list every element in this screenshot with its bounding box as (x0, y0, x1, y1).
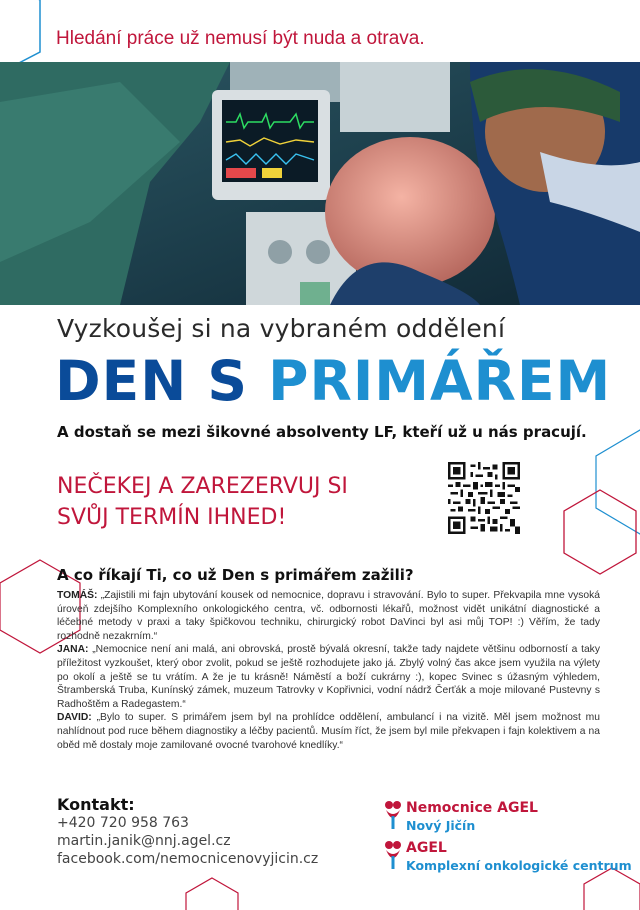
logo-title: Nemocnice AGEL (406, 800, 538, 816)
contact-heading: Kontakt: (57, 795, 135, 814)
testimonial-text: „Nemocnice není ani malá, ani obrovská, prostě bývalá okresní, takže tady najdete většinu odborností a taky příležitost vyzkoušet, který obor zvolit, pokud se ještě rozhodujete jako já. Zbylý volný čas akce jsem využila na výlety po okolí a ještě se tu vrátím. A že je tu krásně! Náměstí a boží cukrárny :), kopec Svinec s úžasným výhledem, Štramberská Truba, Kunínský zámek, muzeum Tatrovky v Kopřivnici, vodní nádrž Čerťák a moje milované Pustevny s Radhoštěm a Radegastem.“ (57, 644, 600, 710)
cta-line-2: SVŮJ TERMÍN IHNED! (57, 505, 287, 530)
qr-code-icon[interactable] (448, 462, 520, 534)
logo-subtitle: Nový Jičín (406, 818, 476, 833)
testimonial-author: TOMÁŠ: (57, 590, 98, 601)
sub-heading: Vyzkoušej si na vybraném oddělení (57, 314, 506, 343)
testimonial-david (57, 711, 600, 752)
logo-nemocnice-agel (384, 800, 538, 834)
agel-logo-icon (384, 840, 402, 870)
testimonial-jana (57, 643, 600, 711)
contact-facebook[interactable]: facebook.com/nemocnicenovyjicin.cz (57, 851, 319, 867)
testimonial-author: DAVID: (57, 712, 92, 724)
logo-title: AGEL (406, 840, 447, 856)
main-title-part2: PRIMÁŘEM (268, 349, 612, 413)
testimonials (57, 589, 600, 752)
cta-line-1: NEČEKEJ A ZAREZERVUJ SI (57, 474, 348, 499)
main-title-part1: DEN S (55, 349, 249, 413)
testimonial-tomas (57, 589, 600, 643)
testimonial-text: „Zajistili mi fajn ubytování kousek od nemocnice, dopravu i stravování. Bylo to super. Překvapila mne vysoká úroveň zdejšího Komplexního onkologického centra, vč. odbornosti lékařů, možnost vidět unikátní diagnostické a léčebné metody v praxi a taky špičkovou techniku, chirurgický robot DaVinci byl asi můj TOP! :) Věřím, že tady rozhodně nezakrním.“ (57, 590, 600, 642)
agel-logo-icon (384, 800, 402, 830)
logo-subtitle: Komplexní onkologické centrum (406, 858, 632, 873)
testimonial-text: „Bylo to super. S primářem jsem byl na prohlídce oddělení, ambulancí i na vizitě. Měl jsem možnost mu nahlídnout pod ruce během diagnostiky a léčby pacientů. Musím říct, že jsem byl mile překvapen i fajn kolektivem a na oběd mě dostaly moje zamilované ovocné tvarohové knedlíky.“ (57, 712, 600, 751)
contact-email[interactable]: martin.janik@nnj.agel.cz (57, 833, 231, 849)
surgery-photo (0, 62, 640, 305)
tagline: Hledání práce už nemusí být nuda a otrava. (56, 28, 425, 49)
testimonial-author: JANA: (57, 644, 89, 656)
intro-text: A dostaň se mezi šikovné absolventy LF, kteří už u nás pracují. (57, 423, 587, 441)
call-to-action (57, 471, 348, 533)
main-title (55, 349, 612, 413)
logo-komplexni-onkologicke-centrum (384, 840, 632, 874)
contact-phone[interactable]: +420 720 958 763 (57, 815, 189, 831)
testimonials-heading: A co říkají Ti, co už Den s primářem zažili? (57, 566, 414, 584)
